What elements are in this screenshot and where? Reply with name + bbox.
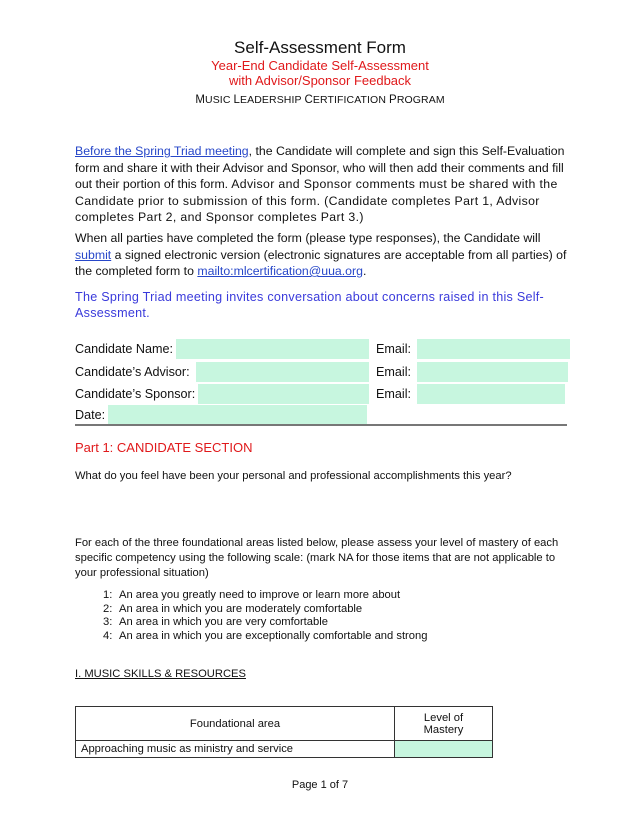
candidate-name-field[interactable] — [176, 339, 369, 359]
intro-paragraph-1-text: , the Candidate will complete and sign this Self-Evaluation form and share it with their Advisor and Sponsor, who will then add their comments and fill out their portion of this form. — [75, 144, 565, 191]
competency-cell: Approaching music as ministry and service — [76, 741, 395, 758]
level-text: An area in which you are very comfortable — [119, 616, 328, 628]
sponsor-email-label: Email: — [376, 387, 411, 401]
submit-link[interactable]: submit — [75, 247, 112, 262]
email-link[interactable]: mailto:mlcertification@uua.org — [197, 264, 363, 278]
list-item — [103, 603, 427, 617]
sponsor-name-field[interactable] — [198, 384, 369, 404]
advisor-name-field[interactable] — [196, 362, 369, 382]
subtitle-line-2: with Advisor/Sponsor Feedback — [228, 73, 412, 88]
intro-paragraph-1-spaced: Advisor and Sponsor comments must be shared with the Candidate prior to submission of this form. (Candidate completes Part 1, Advisor completes Part 2, and Sponsor completes Part 3.) — [75, 177, 558, 224]
level-text: An area in which you are exceptionally comfortable and strong — [119, 629, 428, 642]
level-text: An area you greatly need to improve or learn more about — [119, 589, 401, 601]
spring-triad-link[interactable]: Before the Spring Triad meeting — [75, 144, 249, 158]
triad-note: The Spring Triad meeting invites conversation about concerns raised in this Self-Assessment. — [75, 290, 544, 320]
level-text: An area in which you are moderately comfortable — [119, 602, 363, 615]
level-number: 3: — [103, 616, 113, 628]
table-header-row — [76, 707, 493, 741]
candidate-row — [75, 339, 567, 359]
advisor-label: Candidate’s Advisor: — [75, 365, 190, 379]
table-row — [76, 741, 493, 758]
accomplishments-question: What do you feel have been your personal and professional accomplishments this year? — [75, 470, 512, 482]
level-number: 4: — [103, 629, 113, 642]
section-heading-music-skills: I. MUSIC SKILLS & RESOURCES — [75, 668, 246, 680]
date-row — [75, 405, 567, 425]
program-name-part: P — [389, 94, 397, 106]
mastery-header-line2: Mastery — [423, 723, 464, 736]
document-title: Self-Assessment Form — [234, 38, 406, 57]
intro-paragraph-1 — [75, 143, 570, 226]
candidate-name-label: Candidate Name: — [75, 342, 174, 356]
program-name-part: C — [304, 94, 313, 106]
candidate-email-label: Email: — [376, 342, 411, 356]
mastery-input-cell[interactable] — [395, 741, 493, 758]
part1-heading: Part 1: CANDIDATE SECTION — [75, 440, 253, 455]
advisor-email-field[interactable] — [417, 362, 568, 382]
mastery-header-line1: Level of — [423, 711, 464, 724]
candidate-email-field[interactable] — [417, 339, 570, 359]
sponsor-label: Candidate’s Sponsor: — [75, 387, 196, 401]
date-field[interactable] — [108, 405, 367, 425]
mastery-scale-list — [103, 589, 427, 643]
page-number: Page 1 of 7 — [291, 779, 349, 791]
date-label: Date: — [75, 408, 106, 422]
sponsor-email-field[interactable] — [417, 384, 565, 404]
intro-paragraph-2-end: . — [362, 264, 367, 278]
sponsor-row — [75, 384, 567, 404]
program-name — [0, 94, 640, 106]
program-name-part: M — [195, 94, 206, 106]
program-name-part: L — [233, 94, 241, 106]
intro-paragraph-2-text-a: When all parties have completed the form (please type responses), the Candidate will — [75, 231, 541, 245]
list-item — [103, 589, 427, 603]
list-item — [103, 630, 427, 644]
form-divider — [75, 424, 567, 426]
level-number: 2: — [103, 602, 113, 615]
mastery-header — [395, 707, 493, 741]
program-name-part: USIC — [205, 94, 234, 106]
intro-paragraph-2-text-b: a signed electronic version (electronic signatures are acceptable from all parties) of the completed form to — [75, 247, 567, 278]
subtitle-line-1: Year-End Candidate Self-Assessment — [211, 58, 429, 73]
program-name-part: ERTIFICATION — [312, 94, 390, 106]
program-name-part: EADERSHIP — [240, 94, 305, 106]
competency-table — [75, 706, 493, 758]
advisor-email-label: Email: — [376, 365, 411, 379]
foundational-area-header: Foundational area — [76, 707, 395, 741]
list-item — [103, 616, 427, 630]
intro-paragraph-2 — [75, 230, 570, 280]
advisor-row — [75, 362, 567, 382]
scale-instructions: For each of the three foundational areas listed below, please assess your level of mastery of each specific competency using the following scale: (mark NA for those items that are not applicable to your professional situation) — [75, 537, 559, 579]
program-name-part: ROGRAM — [396, 94, 445, 106]
level-number: 1: — [103, 589, 113, 601]
